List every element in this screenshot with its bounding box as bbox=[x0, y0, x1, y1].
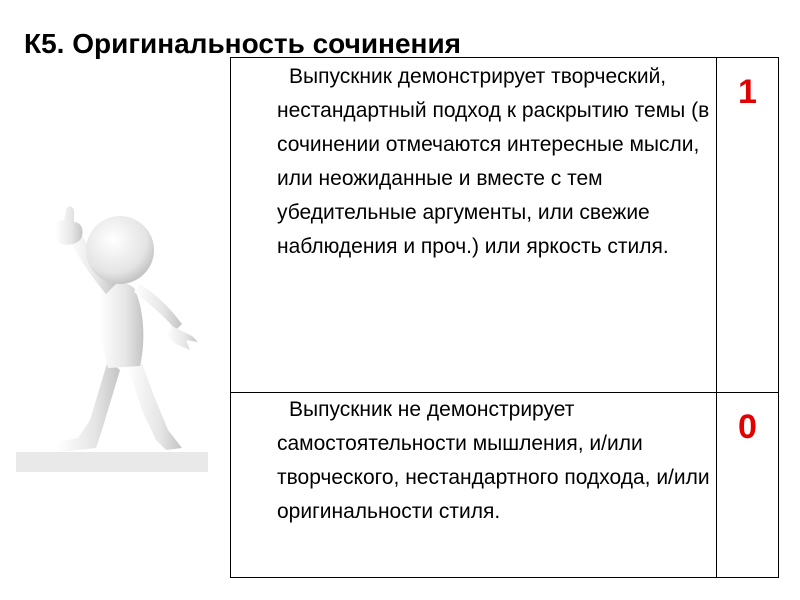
criterion-description: Выпускник не демонстрирует самостоятельности мышления, и/или творческого, нестандартного подхода, и/или оригинальности стиля. bbox=[277, 398, 710, 523]
slide-title: К5. Оригинальность сочинения bbox=[24, 28, 461, 59]
thumbs-up-person-icon bbox=[16, 190, 208, 472]
table-row bbox=[231, 393, 779, 578]
table-row bbox=[231, 58, 779, 393]
criterion-description: Выпускник демонстрирует творческий, нестандартный подход к раскрытию темы (в сочинении отмечаются интересные мысли, или неожиданные и вместе с тем убедительные аргументы, или свежие наблюдения и проч.) или яркость стиля. bbox=[277, 65, 710, 258]
criterion-score: 0 bbox=[737, 408, 757, 446]
criteria-table bbox=[230, 57, 779, 578]
criterion-description-cell bbox=[231, 393, 717, 578]
criterion-score: 1 bbox=[737, 73, 757, 111]
criterion-score-cell bbox=[716, 58, 778, 393]
criterion-description-cell bbox=[231, 58, 717, 393]
criterion-score-cell bbox=[716, 393, 778, 578]
